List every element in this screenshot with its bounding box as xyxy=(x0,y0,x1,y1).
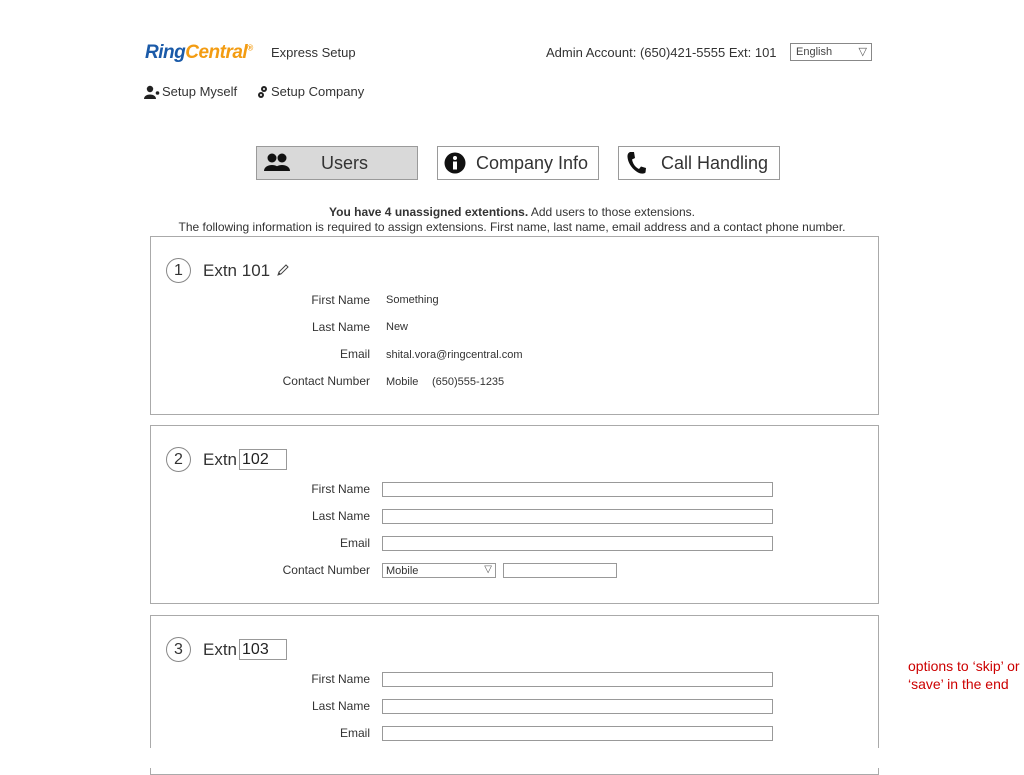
unassigned-summary-rest: Add users to those extensions. xyxy=(528,205,695,219)
step-number: 1 xyxy=(166,258,191,283)
first-name-value: Something xyxy=(386,294,439,306)
phone-icon xyxy=(625,151,647,175)
email-label: Email xyxy=(339,536,370,550)
contact-number-label: Contact Number xyxy=(282,563,370,577)
first-name-input[interactable] xyxy=(382,672,773,687)
extension-card-102 xyxy=(150,425,879,604)
bottom-mask xyxy=(0,748,1024,768)
extension-header xyxy=(166,447,287,472)
app-title: Express Setup xyxy=(271,45,356,60)
ringcentral-logo: RingCentral® xyxy=(145,42,253,63)
chevron-down-icon: ▽ xyxy=(484,564,492,575)
extension-label: Extn xyxy=(203,449,238,469)
unassigned-count-text: You have 4 unassigned extentions. xyxy=(329,205,529,219)
setup-myself-label: Setup Myself xyxy=(162,84,238,99)
contact-type-value: Mobile xyxy=(386,565,419,577)
setup-company-label: Setup Company xyxy=(271,84,365,99)
email-input[interactable] xyxy=(382,536,773,551)
first-name-label: First Name xyxy=(311,482,370,496)
last-name-label: Last Name xyxy=(311,699,370,713)
requirements-text: The following information is required to assign extensions. First name, last name, email address and a contact phone number. xyxy=(178,220,846,234)
design-annotation-note: options to ‘skip’ or ‘save’ in the end xyxy=(908,658,1020,692)
email-label: Email xyxy=(339,347,370,361)
step-number: 2 xyxy=(166,447,191,472)
last-name-input[interactable] xyxy=(382,509,773,524)
tab-call-handling-label: Call Handling xyxy=(661,152,769,173)
contact-number-input[interactable] xyxy=(503,563,617,578)
tab-users[interactable] xyxy=(256,146,418,180)
email-input[interactable] xyxy=(382,726,773,741)
extension-header xyxy=(166,258,289,283)
email-value: shital.vora@ringcentral.com xyxy=(386,349,523,361)
first-name-label: First Name xyxy=(311,672,370,686)
info-icon xyxy=(444,152,466,174)
first-name-label: First Name xyxy=(311,293,370,307)
contact-number-value: (650)555-1235 xyxy=(432,376,505,388)
pencil-icon[interactable] xyxy=(276,264,289,277)
last-name-input[interactable] xyxy=(382,699,773,714)
extension-number-input[interactable]: 102 xyxy=(239,449,287,470)
extension-label: Extn xyxy=(203,639,238,659)
last-name-label: Last Name xyxy=(311,320,370,334)
extension-card-101 xyxy=(150,236,879,415)
tab-company-info[interactable] xyxy=(437,146,599,180)
language-select[interactable] xyxy=(790,43,872,61)
email-label: Email xyxy=(339,726,370,740)
language-value: English xyxy=(796,46,833,58)
unassigned-summary xyxy=(150,205,874,219)
setup-company-link[interactable] xyxy=(257,84,364,99)
contact-type-select[interactable] xyxy=(382,563,496,578)
tab-call-handling[interactable] xyxy=(618,146,780,180)
gears-icon xyxy=(257,85,269,99)
extension-number-input[interactable]: 103 xyxy=(239,639,287,660)
tab-company-info-label: Company Info xyxy=(476,152,589,173)
last-name-value: New xyxy=(386,321,409,333)
last-name-label: Last Name xyxy=(311,509,370,523)
extension-label: Extn 101 xyxy=(203,260,271,280)
first-name-input[interactable] xyxy=(382,482,773,497)
admin-account-info: Admin Account: (650)421-5555 Ext: 101 xyxy=(546,45,777,60)
users-icon xyxy=(263,152,293,174)
contact-number-label: Contact Number xyxy=(282,374,370,388)
user-icon xyxy=(144,85,160,99)
contact-type-value: Mobile xyxy=(386,376,419,388)
tab-users-label: Users xyxy=(321,152,369,173)
extension-header xyxy=(166,637,287,662)
setup-myself-link[interactable] xyxy=(144,84,237,99)
chevron-down-icon: ▽ xyxy=(858,46,867,58)
step-number: 3 xyxy=(166,637,191,662)
